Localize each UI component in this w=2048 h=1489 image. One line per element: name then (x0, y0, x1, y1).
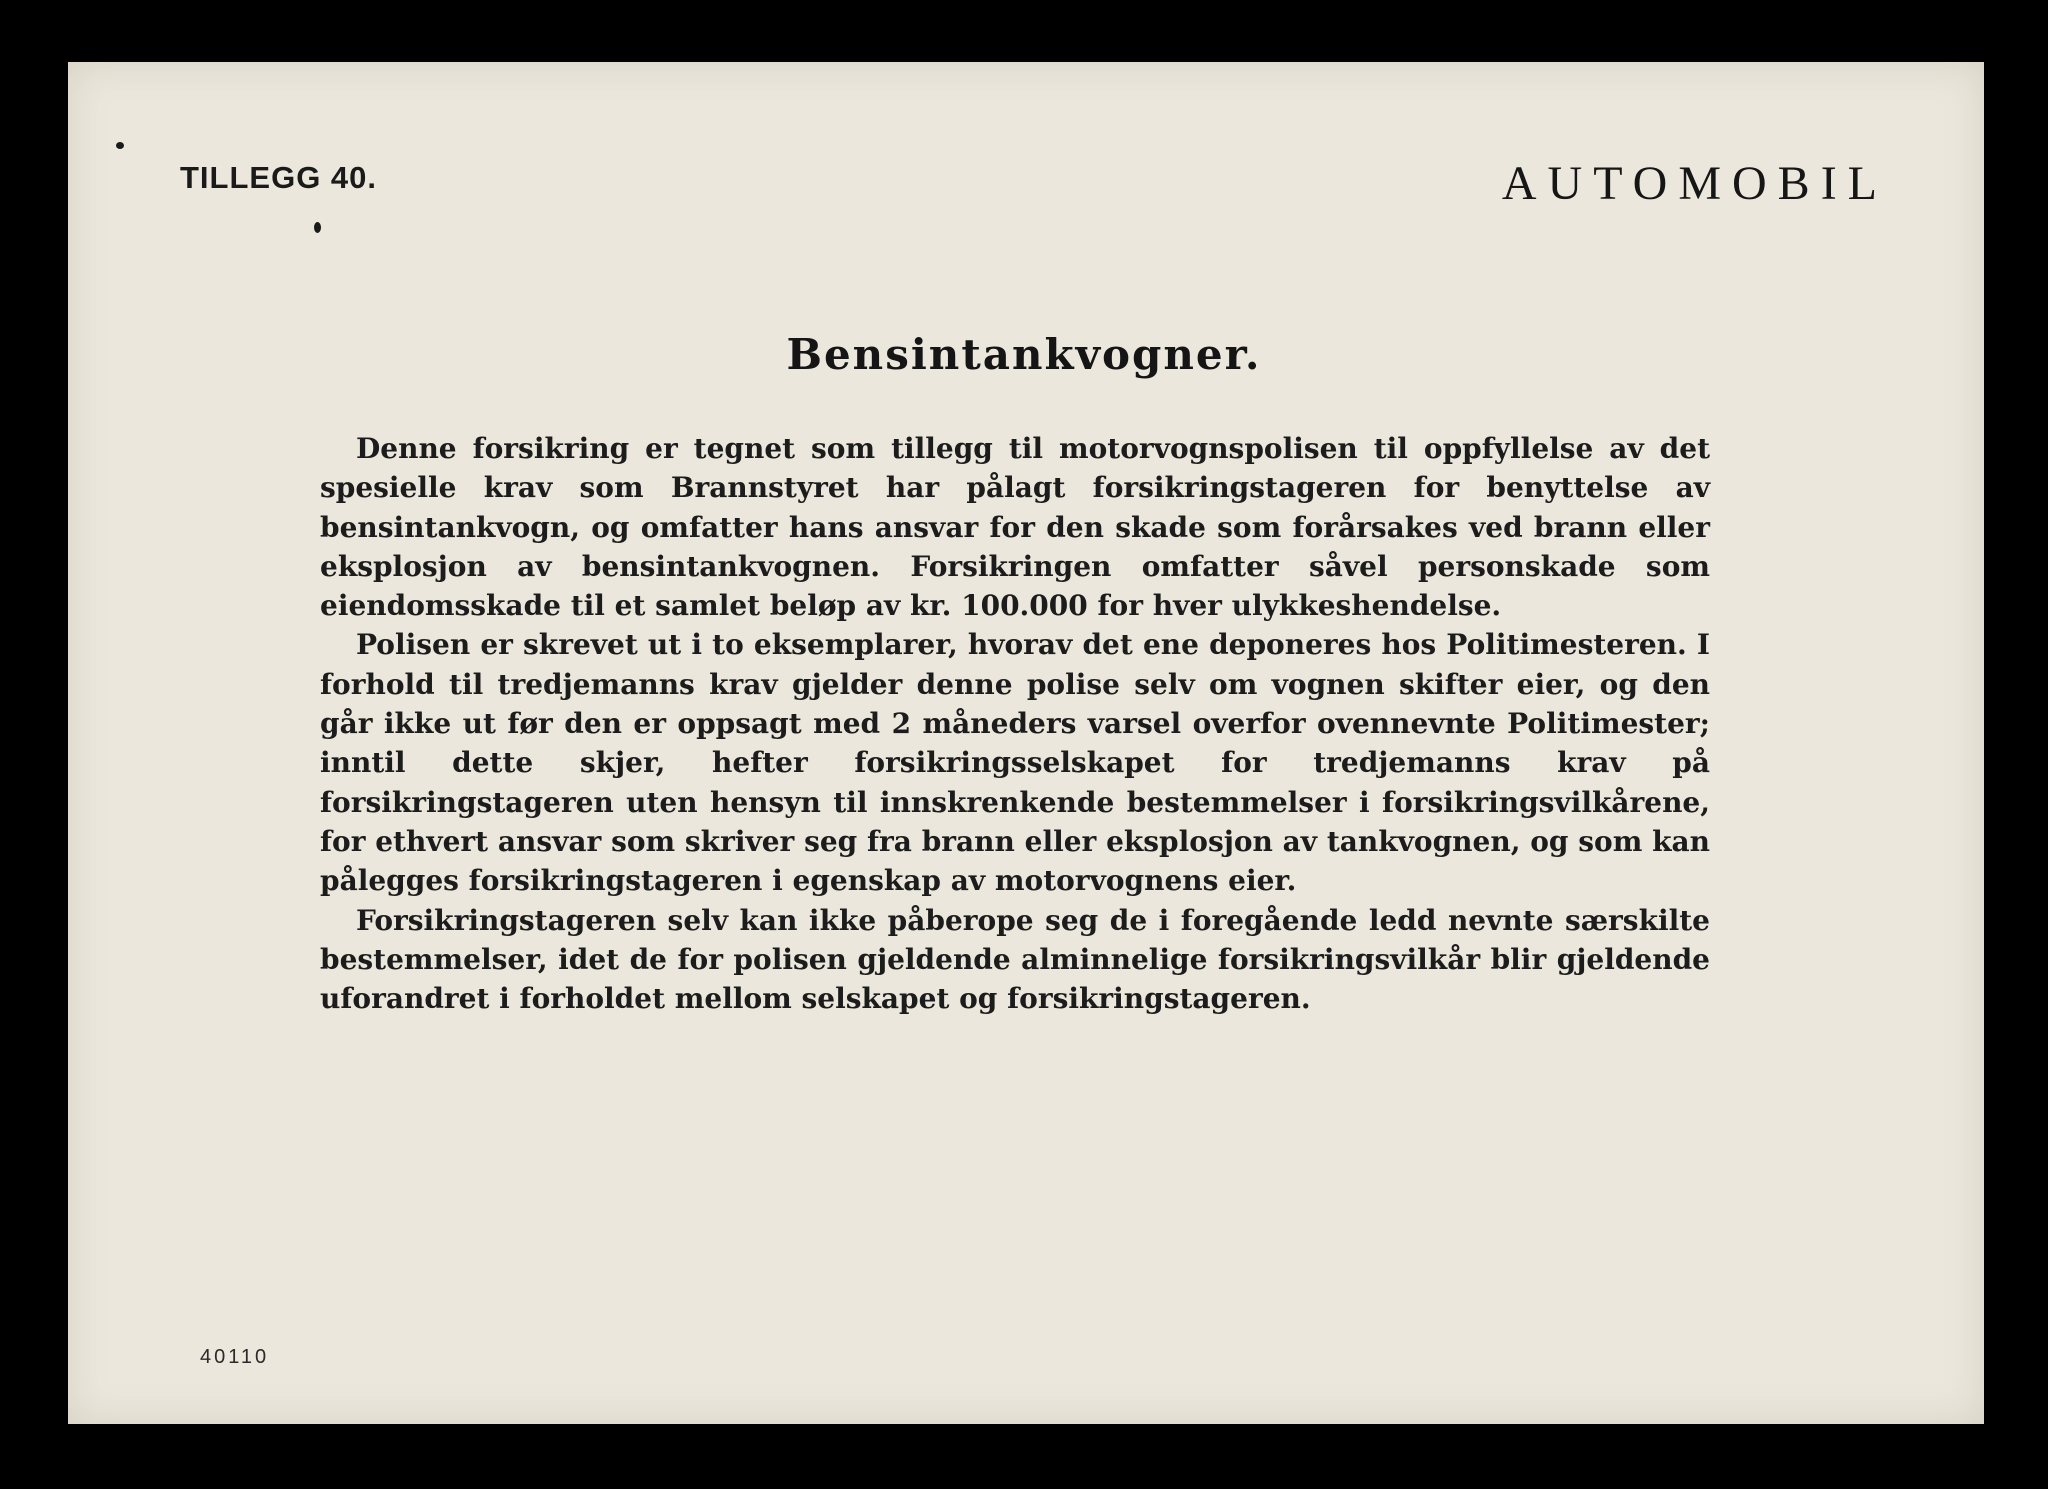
reference-label: TILLEGG 40. (180, 160, 378, 195)
form-number: 40110 (200, 1346, 270, 1368)
document-title: Bensintankvogner. (786, 330, 1262, 379)
ink-speck (314, 222, 321, 233)
category-heading: AUTOMOBIL (1501, 157, 1888, 210)
paragraph: Polisen er skrevet ut i to eksemplarer, hvorav det ene deponeres hos Politimesteren. I forhold til tredjemanns krav gjelder denne polise selv om vognen skifter eier, og den går ikke ut før den er oppsagt med 2 måneders varsel overfor ovennevnte Politimester; inntil dette skjer, hefter forsikringsselskapet for tredjemanns krav på forsikringstageren uten hensyn til innskrenkende bestemmelser i forsikringsvilkårene, for ethvert ansvar som skriver seg fra brann eller eksplosjon av tankvognen, og som kan pålegges forsikringstageren i egenskap av motorvognens eier. (320, 628, 1710, 898)
paragraph: Denne forsikring er tegnet som tillegg til motorvognspolisen til oppfyllelse av det spesielle krav som Brannstyret har pålagt forsikringstageren for benyttelse av bensintankvogn, og omfatter hans ansvar for den skade som forårsakes ved brann eller eksplosjon av bensintankvognen. Forsikringen omfatter såvel personskade som eiendomsskade til et samlet beløp av kr. 100.000 for hver ulykkeshendelse. (320, 432, 1710, 623)
ink-speck (116, 142, 124, 149)
document-body (320, 429, 1710, 1018)
paragraph: Forsikringstageren selv kan ikke påberope seg de i foregående ledd nevnte særskilte bestemmelser, idet de for polisen gjeldende alminnelige forsikringsvilkår blir gjeldende uforandret i forholdet mellom selskapet og forsikringstageren. (320, 903, 1710, 1016)
